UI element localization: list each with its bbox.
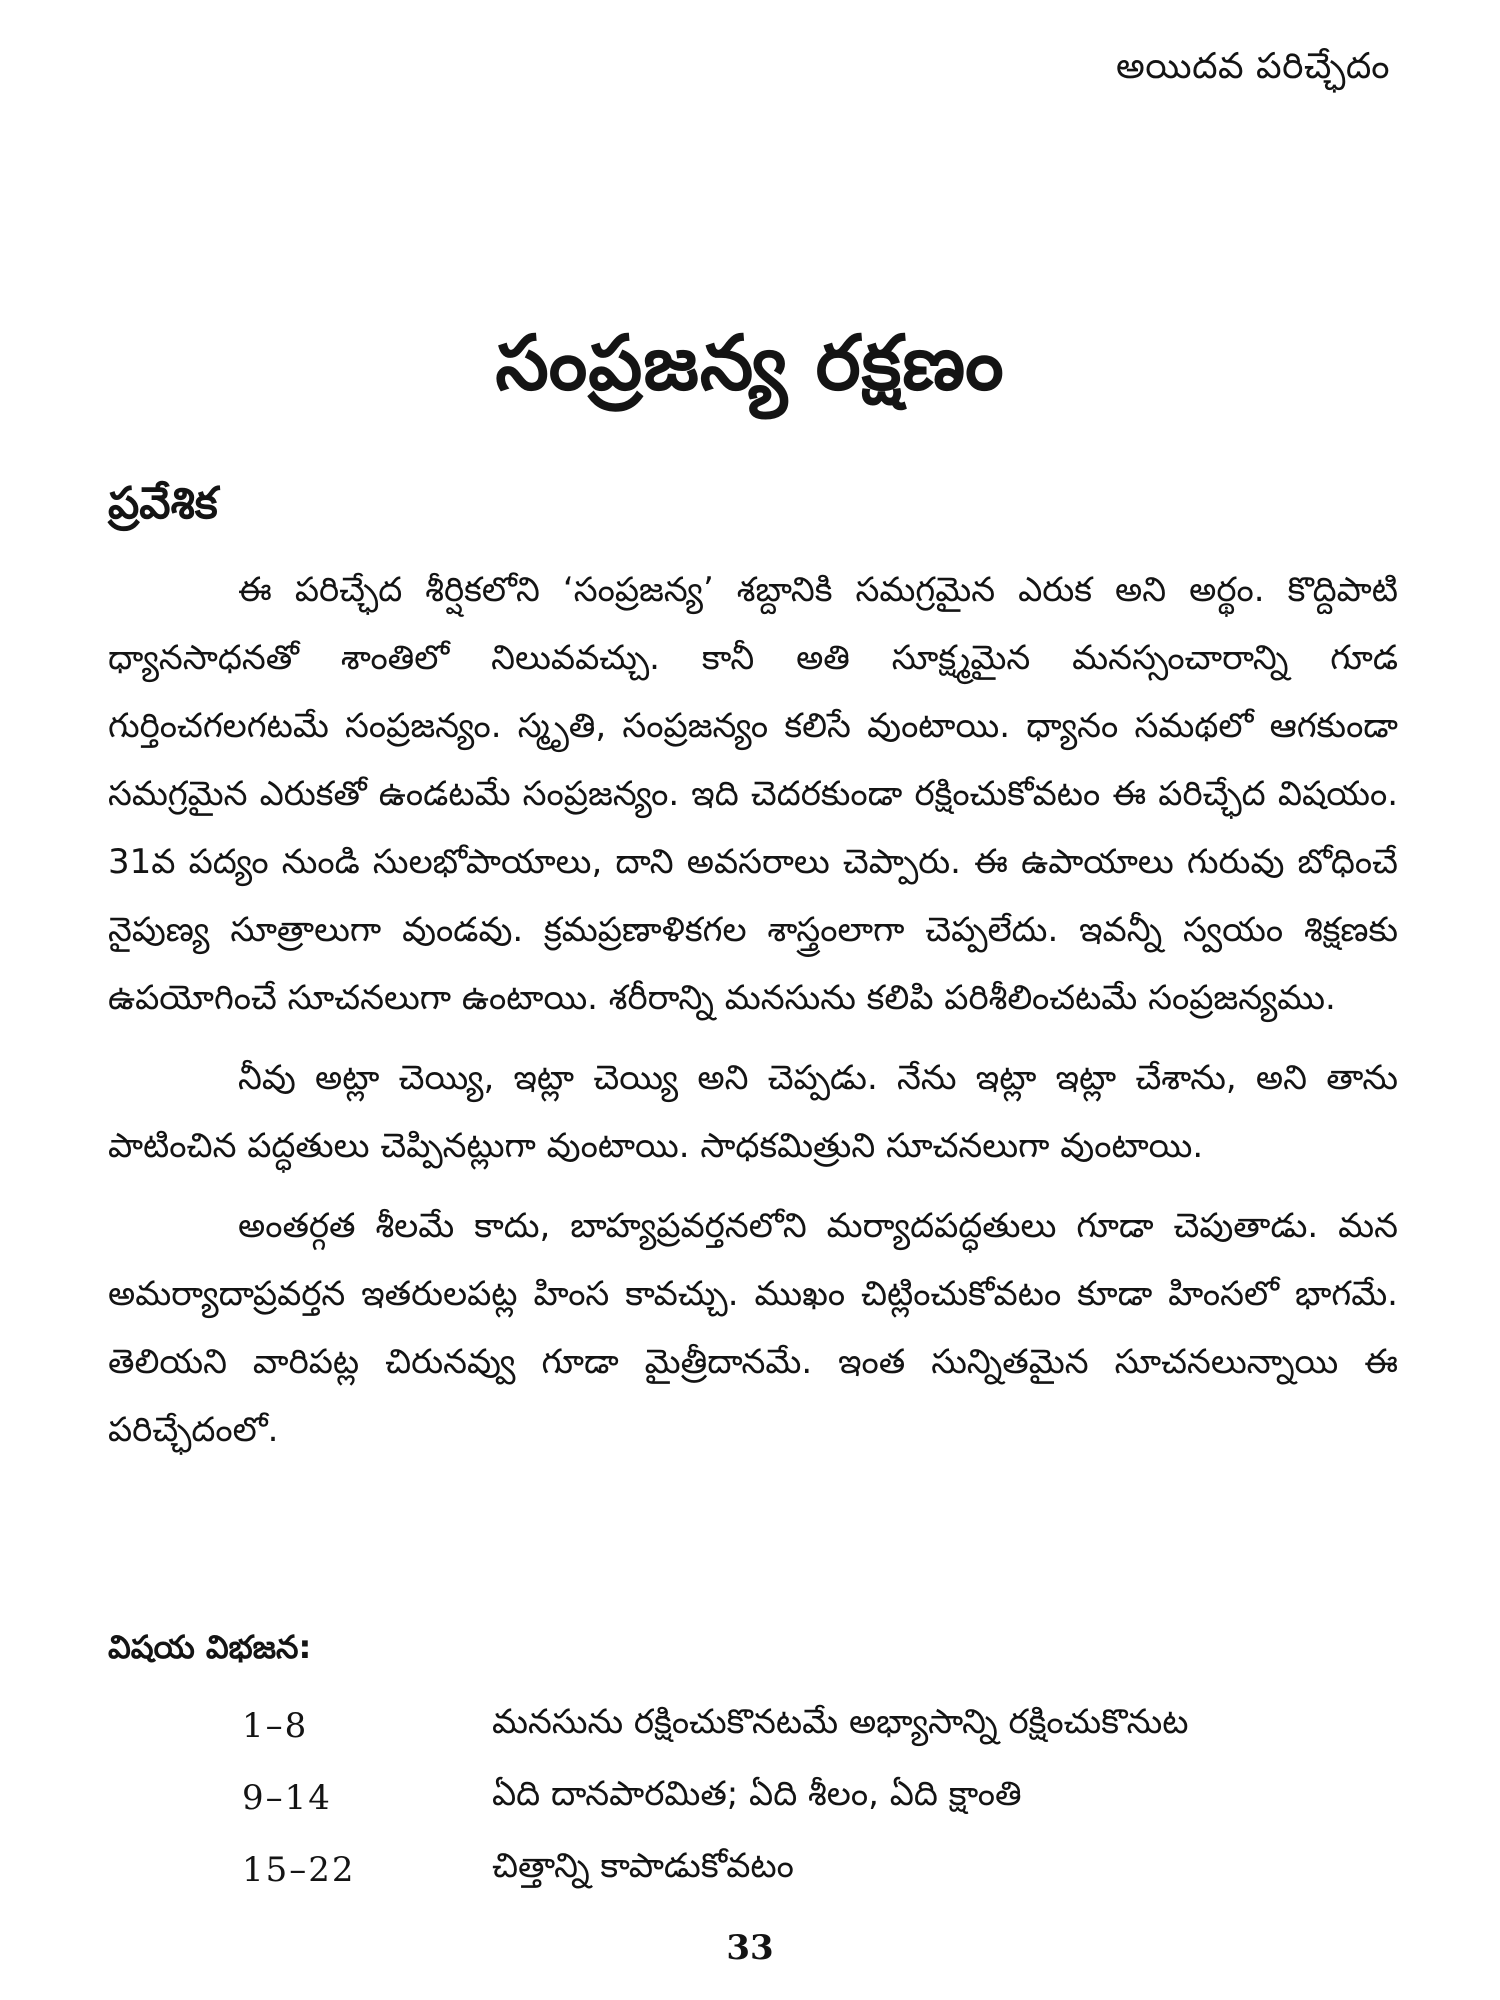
topic-description: మనసును రక్షించుకొనటమే అభ్యాసాన్ని రక్షించుకొనుట	[492, 1702, 1189, 1742]
topics-list	[242, 1690, 1392, 1906]
topic-description: చిత్తాన్ని కాపాడుకోవటం	[492, 1846, 794, 1886]
paragraph: ఈ పరిచ్ఛేద శీర్షికలోని ‘సంప్రజన్య’ శబ్దానికి సమగ్రమైన ఎరుక అని అర్థం. కొద్దిపాటి ధ్యానసాధనతో శాంతిలో నిలువవచ్చు. కానీ అతి సూక్ష్మమైన మనస్సంచారాన్ని గూడ గుర్తించగలగటమే సంప్రజన్యం. స్మృతి, సంప్రజన్యం కలిసే వుంటాయి. ధ్యానం సమథలో ఆగకుండా సమగ్రమైన ఎరుకతో ఉండటమే సంప్రజన్యం. ఇది చెదరకుండా రక్షించుకోవటం ఈ పరిచ్ఛేద విషయం. 31వ పద్యం నుండి సులభోపాయాలు, దాని అవసరాలు చెప్పారు. ఈ ఉపాయాలు గురువు బోధించే నైపుణ్య సూత్రాలుగా వుండవు. క్రమప్రణాళికగల శాస్త్రంలాగా చెప్పలేదు. ఇవన్నీ స్వయం శిక్షణకు ఉపయోగించే సూచనలుగా ఉంటాయి. శరీరాన్ని మనసును కలిపి పరిశీలించటమే సంప్రజన్యము.	[108, 570, 1398, 1018]
topics-heading: విషయ విభజన:	[108, 1628, 312, 1666]
topic-verse-range: 1–8	[242, 1706, 309, 1746]
section-heading-introduction: ప్రవేశిక	[108, 478, 218, 529]
paragraph: అంతర్గత శీలమే కాదు, బాహ్యప్రవర్తనలోని మర్యాదపద్ధతులు గూడా చెపుతాడు. మన అమర్యాదాప్రవర్తన ఇతరులపట్ల హింస కావచ్చు. ముఖం చిట్లించుకోవటం కూడా హింసలో భాగమే. తెలియని వారిపట్ల చిరునవ్వు గూడా మైత్రీదానమే. ఇంత సున్నితమైన సూచనలున్నాయి ఈ పరిచ్ఛేదంలో.	[108, 1206, 1398, 1450]
paragraph: నీవు అట్లా చెయ్యి, ఇట్లా చెయ్యి అని చెప్పడు. నేను ఇట్లా ఇట్లా చేశాను, అని తాను పాటించిన పద్ధతులు చెప్పినట్లుగా వుంటాయి. సాధకమిత్రుని సూచనలుగా వుంటాయి.	[108, 1058, 1398, 1166]
chapter-title: సంప్రజన్య రక్షణం	[495, 318, 1005, 407]
topic-row	[242, 1690, 1392, 1762]
running-header: అయిదవ పరిచ్ఛేదం	[1116, 46, 1390, 87]
topic-row	[242, 1762, 1392, 1834]
topic-verse-range: 9–14	[242, 1778, 332, 1818]
introduction-body	[108, 556, 1398, 1476]
topic-description: ఏది దానపారమిత; ఏది శీలం, ఏది క్షాంతి	[492, 1774, 1022, 1814]
topic-row	[242, 1834, 1392, 1906]
page-number: 33	[726, 1928, 774, 1968]
topic-verse-range: 15–22	[242, 1850, 356, 1890]
